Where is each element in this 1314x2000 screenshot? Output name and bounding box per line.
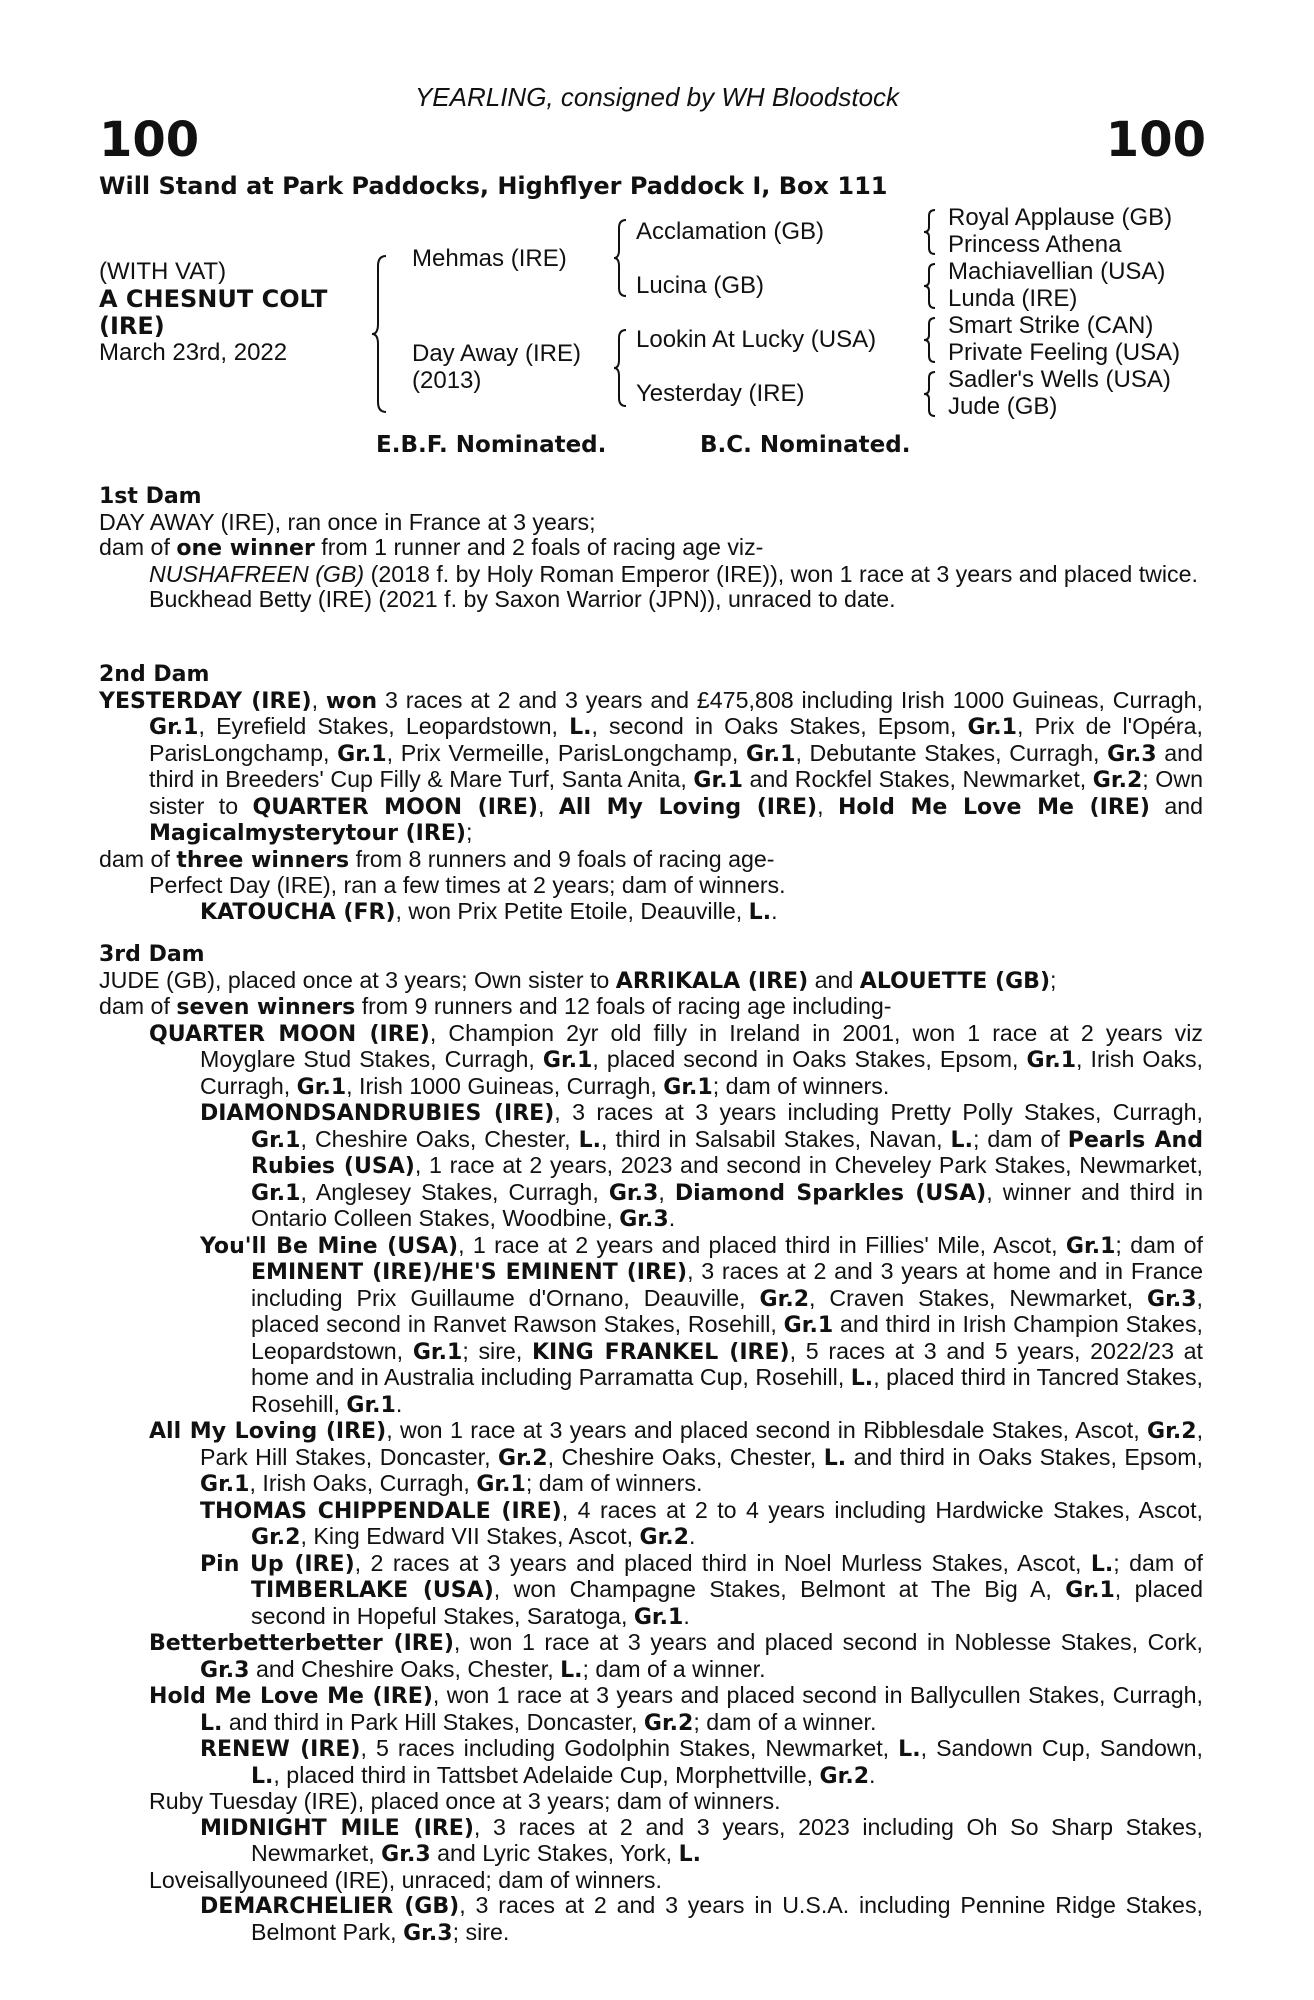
pedigree-bracket-g4-2: [924, 262, 938, 310]
dam-year: (2013): [412, 367, 482, 394]
third-dam-produce-summary: dam of seven winners from 9 runners and 12 foals of racing age including-: [99, 993, 892, 1020]
third-dam-foal-ruby-tuesday: Ruby Tuesday (IRE), placed once at 3 years; dam of winners.: [149, 1788, 781, 1814]
first-dam-section: [99, 484, 1203, 613]
lot-number-left: 100: [99, 112, 200, 168]
pedigree-bracket-main: [372, 254, 392, 414]
second-dam-produce-summary: dam of three winners from 8 runners and 9 foals of racing age-: [99, 845, 775, 873]
lot-name-suffix: (IRE): [99, 312, 165, 340]
first-dam-line: DAY AWAY (IRE), ran once in France at 3 years;: [99, 508, 596, 535]
first-dam-foal: NUSHAFREEN (GB) (2018 f. by Holy Roman Emperor (IRE)), won 1 race at 3 years and placed twice.: [149, 560, 1198, 587]
pedigree-bracket-g4-1: [924, 208, 938, 256]
second-dam-record: YESTERDAY (IRE), won 3 races at 2 and 3 years and £475,808 including Irish 1000 Guineas, Curragh, Gr.1, Eyrefield Stakes, Leopardstown, L., second in Oaks Stakes, Epsom, Gr.1, Prix de l'Opéra, ParisLongchamp, Gr.1, Prix Vermeille, ParisLongchamp, Gr.1, Debutante Stakes, Curragh, Gr.3 and third in Breeders' Cup Filly & Mare Turf, Santa Anita, Gr.1 and Rockfel Stakes, Newmarket, Gr.2; Own sister to QUARTER MOON (IRE), All My Loving (IRE), Hold Me Love Me (IRE) and Magicalmysterytour (IRE);: [99, 686, 1204, 846]
g4-ancestor: Machiavellian (USA): [948, 258, 1166, 285]
descendant-thomas-chippendale: THOMAS CHIPPENDALE (IRE), 4 races at 2 to 4 years including Hardwicke Stakes, Ascot, Gr.2, King Edward VII Stakes, Ascot, Gr.2.: [200, 1496, 1203, 1550]
lot-name: A CHESNUT COLT: [99, 285, 328, 313]
sire-name: Mehmas (IRE): [412, 245, 567, 272]
dam-sire-name: Lookin At Lucky (USA): [636, 326, 877, 353]
third-dam-foal-hold-me-love-me: Hold Me Love Me (IRE), won 1 race at 3 years and placed second in Ballycullen Stakes, Curragh, L. and third in Park Hill Stakes, Doncaster, Gr.2; dam of a winner.: [149, 1682, 1204, 1736]
third-dam-foal-loveisallyouneed: Loveisallyouneed (IRE), unraced; dam of winners.: [149, 1866, 662, 1893]
dam-name: Day Away (IRE): [412, 340, 581, 367]
g4-ancestor: Lunda (IRE): [948, 285, 1078, 312]
descendant-renew: RENEW (IRE), 5 races including Godolphin Stakes, Newmarket, L., Sandown Cup, Sandown, L., placed third in Tattsbet Adelaide Cup, Morphettville, Gr.2.: [200, 1735, 1203, 1789]
g4-ancestor: Princess Athena: [948, 231, 1122, 258]
catalogue-subtitle: YEARLING, consigned by WH Bloodstock: [414, 82, 900, 112]
stand-location: Will Stand at Park Paddocks, Highflyer Paddock I, Box 111: [99, 172, 888, 200]
third-dam-section: [99, 942, 1203, 1946]
second-dam-foal: Perfect Day (IRE), ran a few times at 2 years; dam of winners.: [149, 872, 786, 898]
dam-dam-name: Yesterday (IRE): [636, 380, 805, 407]
pedigree-bracket-g4-4: [924, 370, 938, 418]
descendant-demarchelier: DEMARCHELIER (GB), 3 races at 2 and 3 years in U.S.A. including Pennine Ridge Stakes, Belmont Park, Gr.3; sire.: [200, 1892, 1203, 1946]
descendant-midnight-mile: MIDNIGHT MILE (IRE), 3 races at 2 and 3 years, 2023 including Oh So Sharp Stakes, Newmarket, Gr.3 and Lyric Stakes, York, L.: [200, 1813, 1203, 1867]
third-dam-foal-betterbetterbetter: Betterbetterbetter (IRE), won 1 race at 3 years and placed second in Noblesse Stakes, Cork, Gr.3 and Cheshire Oaks, Chester, L.; dam of a winner.: [149, 1629, 1203, 1683]
pedigree-bracket-g4-3: [924, 316, 938, 364]
lot-number-right: 100: [1105, 112, 1206, 168]
g4-ancestor: Smart Strike (CAN): [948, 312, 1154, 339]
g4-ancestor: Private Feeling (USA): [948, 339, 1181, 366]
third-dam-heading: 3rd Dam: [99, 942, 205, 967]
descendant-youll-be-mine: You'll Be Mine (USA), 1 race at 2 years and placed third in Fillies' Mile, Ascot, Gr.1; dam of EMINENT (IRE)/HE'S EMINENT (IRE), 3 races at 2 and 3 years at home and in France including Prix Guillaume d'Ornano, Deauville, Gr.2, Craven Stakes, Newmarket, Gr.3, placed second in Ranvet Rawson Stakes, Rosehill, Gr.1 and third in Irish Champion Stakes, Leopardstown, Gr.1; sire, KING FRANKEL (IRE), 5 races at 3 and 5 years, 2022/23 at home and in Australia including Parramatta Cup, Rosehill, L., placed third in Tancred Stakes, Rosehill, Gr.1.: [200, 1231, 1203, 1418]
g4-ancestor: Sadler's Wells (USA): [948, 366, 1171, 393]
g4-ancestor: Jude (GB): [948, 393, 1058, 420]
first-dam-foal: Buckhead Betty (IRE) (2021 f. by Saxon Warrior (JPN)), unraced to date.: [149, 586, 896, 612]
ebf-nomination: E.B.F. Nominated.: [376, 432, 607, 458]
pedigree-bracket-sire: [614, 218, 630, 298]
vat-note: (WITH VAT): [99, 258, 227, 285]
first-dam-produce-summary: dam of one winner from 1 runner and 2 foals of racing age viz-: [99, 534, 764, 561]
second-dam-heading: 2nd Dam: [99, 662, 210, 687]
g4-ancestor: Royal Applause (GB): [948, 204, 1173, 231]
third-dam-line: JUDE (GB), placed once at 3 years; Own sister to ARRIKALA (IRE) and ALOUETTE (GB);: [99, 966, 1057, 994]
descendant-diamondsandrubies: DIAMONDSANDRUBIES (IRE), 3 races at 3 years including Pretty Polly Stakes, Curragh, Gr.1, Cheshire Oaks, Chester, L., third in Salsabil Stakes, Navan, L.; dam of Pearls And Rubies (USA), 1 race at 2 years, 2023 and second in Cheveley Park Stakes, Newmarket, Gr.1, Anglesey Stakes, Curragh, Gr.3, Diamond Sparkles (USA), winner and third in Ontario Colleen Stakes, Woodbine, Gr.3.: [200, 1099, 1204, 1232]
pedigree-bracket-dam: [614, 328, 630, 408]
first-dam-heading: 1st Dam: [99, 484, 202, 509]
descendant-pin-up: Pin Up (IRE), 2 races at 3 years and placed third in Noel Murless Stakes, Ascot, L.; dam of TIMBERLAKE (USA), won Champagne Stakes, Belmont at The Big A, Gr.1, placed second in Hopeful Stakes, Saratoga, Gr.1.: [200, 1549, 1203, 1630]
sire-dam-name: Lucina (GB): [636, 272, 765, 299]
third-dam-foal-quarter-moon: QUARTER MOON (IRE), Champion 2yr old filly in Ireland in 2001, won 1 race at 2 years viz Moyglare Stud Stakes, Curragh, Gr.1, placed second in Oaks Stakes, Epsom, Gr.1, Irish Oaks, Curragh, Gr.1, Irish 1000 Guineas, Curragh, Gr.1; dam of winners.: [149, 1019, 1203, 1100]
second-dam-granddaughter: KATOUCHA (FR), won Prix Petite Etoile, Deauville, L..: [200, 897, 778, 925]
bc-nomination: B.C. Nominated.: [700, 432, 911, 458]
sire-sire-name: Acclamation (GB): [636, 218, 825, 245]
second-dam-section: [99, 662, 1203, 925]
third-dam-foal-all-my-loving: All My Loving (IRE), won 1 race at 3 years and placed second in Ribblesdale Stakes, Ascot, Gr.2, Park Hill Stakes, Doncaster, Gr.2, Cheshire Oaks, Chester, L. and third in Oaks Stakes, Epsom, Gr.1, Irish Oaks, Curragh, Gr.1; dam of winners.: [149, 1417, 1204, 1497]
foaling-date: March 23rd, 2022: [99, 339, 288, 366]
